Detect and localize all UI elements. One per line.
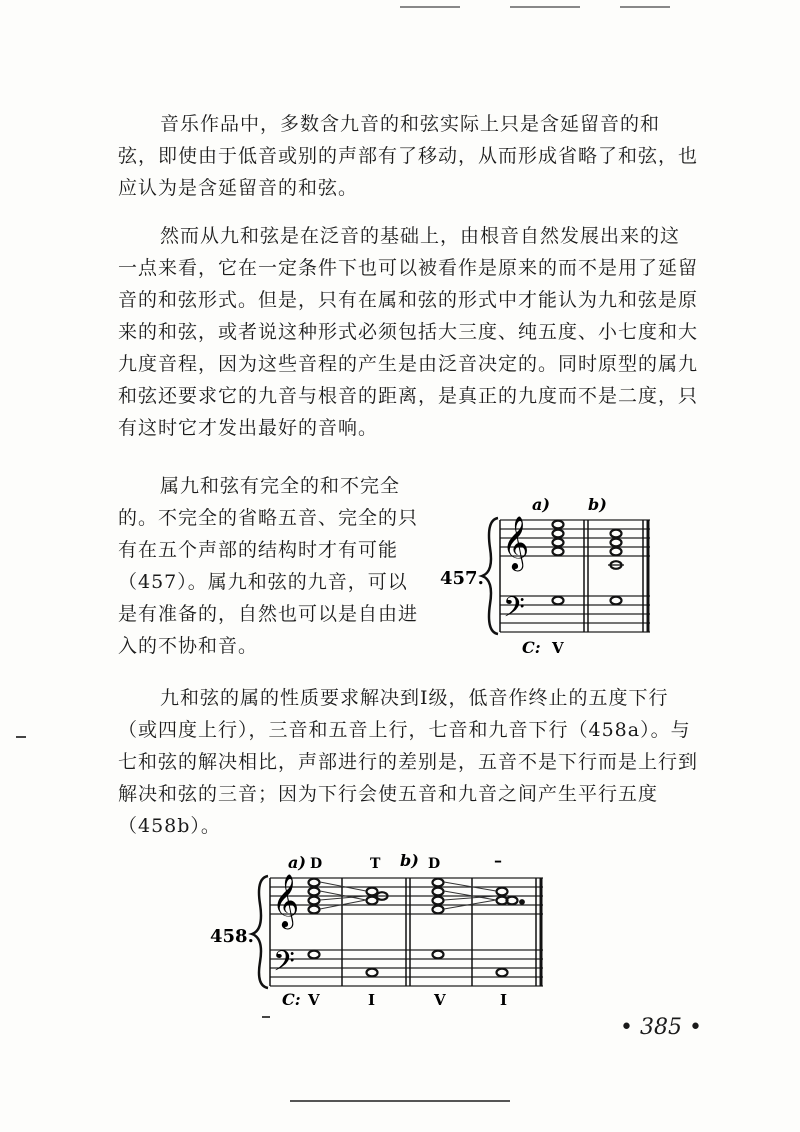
example-458-number: 458. (210, 926, 254, 947)
chord-458-4 (497, 888, 524, 977)
top-rule-mid (510, 6, 580, 8)
bottom-rule (290, 1100, 510, 1102)
example-458-degree-2: I (368, 991, 376, 1009)
chord-458-3 (433, 879, 444, 959)
music-example-458 (210, 850, 550, 1010)
chord-458-1 (309, 879, 320, 959)
grand-staff-brace-458 (252, 876, 268, 988)
example-457-number: 457. (440, 568, 484, 589)
example-458-degree-3: V (434, 991, 446, 1009)
paragraph-4: 九和弦的属的性质要求解决到Ⅰ级，低音作终止的五度下行（或四度上行），三音和五音上行，七音和九音下行（458a）。与七和弦的解决相比，声部进行的差别是，五音不是下行而是上行到解决和弦的三音；因为下行会使五音和九音之间产生平行五度（458b）。 (118, 687, 699, 837)
page-number: • 385 • (620, 1015, 702, 1040)
example-458-label-b: b) (400, 851, 419, 870)
example-458-func-4: – (494, 851, 502, 870)
top-rule-left (400, 6, 460, 8)
scan-mark-bottom (262, 1016, 270, 1018)
chord-457-a (553, 521, 564, 605)
example-458-degree-1: V (308, 991, 320, 1009)
example-458-degree-4: I (500, 991, 508, 1009)
scan-mark-left (16, 736, 26, 738)
bass-clef-icon: 𝄢 (503, 591, 525, 631)
treble-clef-icon: 𝄞 (502, 515, 530, 569)
treble-clef-icon-458: 𝄞 (272, 873, 300, 927)
example-457-key: C: (522, 638, 541, 657)
paragraph-1: 音乐作品中，多数含九音的和弦实际上只是含延留音的和弦，即使由于低音或别的声部有了移动，从而形成省略了和弦，也应认为是含延留音的和弦。 (118, 113, 699, 199)
bass-clef-icon-458: 𝄢 (273, 945, 295, 985)
music-example-457 (440, 490, 670, 660)
paragraph-2: 然而从九和弦是在泛音的基础上，由根音自然发展出来的这一点来看，它在一定条件下也可以被看作是原来的而不是用了延留音的和弦形式。但是，只有在属和弦的形式中才能认为九和弦是原来的和弦，或者说这种形式必须包括大三度、纯五度、小七度和大九度音程，因为这些音程的产生是由泛音决定的。同时原型的属九和弦还要求它的九音与根音的距离，是真正的九度而不是二度，只有这时它才发出最好的音响。 (118, 225, 699, 439)
example-458-func-2: T (370, 856, 381, 872)
example-457-label-a: a) (532, 495, 550, 514)
paragraph-3: 属九和弦有完全的和不完全的。不完全的省略五音、完全的只有在五个声部的结构时才有可能（457）。属九和弦的九音，可以是有准备的，自然也可以是自由进入的不协和音。 (118, 475, 419, 657)
example-457-label-b: b) (588, 495, 607, 514)
grand-staff-brace (482, 518, 498, 634)
chord-457-b (608, 530, 624, 605)
example-458-key: C: (282, 990, 301, 1009)
example-458-label-a: a) (288, 853, 306, 872)
example-457-degree: V (552, 639, 564, 657)
example-458-func-3: D (428, 856, 441, 872)
example-458-func-1: D (310, 856, 323, 872)
chord-458-2 (367, 888, 388, 977)
top-rule-right (620, 6, 670, 8)
